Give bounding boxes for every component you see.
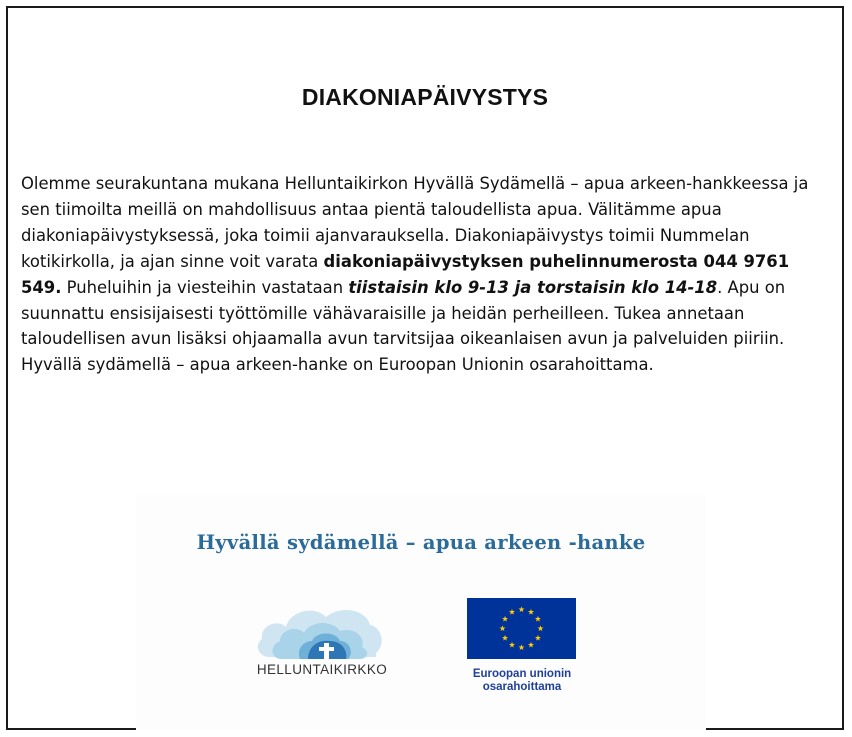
opening-hours-text: tiistaisin klo 9-13 ja torstaisin klo 14-18: [348, 277, 718, 297]
phone-number-text: diakoniapäivystyksen puhelinnumerosta 044 9761 549.: [21, 251, 790, 297]
page-title: DIAKONIAPÄIVYSTYS: [301, 84, 549, 110]
paragraph-text-1: Olemme seurakuntana mukana Helluntaikirkon Hyvällä Sydämellä – apua arkeen-hankkeessa ja sen tiimoilta meillä on mahdollisuus antaa pientä taloudellista apua. Välitämme apua diakoniapäivystyksessä, joka toimii ajanvarauksella. Diakoniapäivystys toimii Nummelan kotikirkolla, ja ajan sinne voit varata: [21, 174, 809, 271]
project-banner: [136, 495, 706, 731]
eu-caption-line-2: osarahoittama: [482, 681, 562, 693]
eu-caption-line-1: Euroopan unionin: [472, 668, 572, 680]
eu-funding-caption: [448, 668, 596, 694]
document-frame: [6, 6, 844, 730]
paragraph-text-3: . Apu on suunnattu ensisijaisesti työttömille vähävaraisille ja heidän perheilleen. Tukea annetaan taloudellisen avun lisäksi ohjaamalla avun tarvitsijaa oikeanlaisen avun ja palveluiden piiriin. Hyvällä sydämellä – apua arkeen-hanke on Euroopan Unionin osarahoittama.: [21, 277, 786, 375]
paragraph-text-2: Puheluihin ja viesteihin vastataan: [61, 277, 349, 297]
banner-title: Hyvällä sydämellä – apua arkeen -hanke: [196, 531, 646, 554]
eu-flag-icon: [467, 598, 576, 659]
info-paragraph: [21, 171, 811, 378]
church-logo-text: HELLUNTAIKIRKKO: [256, 662, 388, 677]
